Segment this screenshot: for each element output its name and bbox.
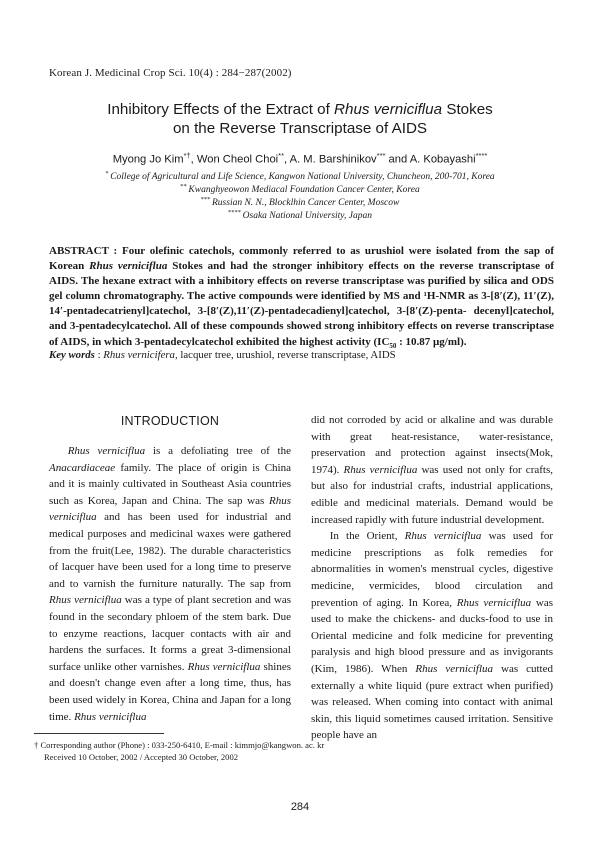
author-mark: *** xyxy=(376,151,386,160)
species-name: Rhus verniciflua xyxy=(67,445,146,457)
abstract-label: ABSTRACT : xyxy=(49,245,118,257)
footnote-divider xyxy=(34,733,164,734)
body-text: did not corroded by acid or alkaline and was durable with great heat-resistance, water-resistance, preservation and protection against insects(Mok, 1974). xyxy=(311,414,553,476)
body-text: was used to make the chickens- and ducks-food to use in Oriental medicine and folk medicine for preventing paralysis and high blood pressure and as invigorants (Kim, 1986). When xyxy=(311,596,553,675)
affiliation-mark: * xyxy=(105,170,111,177)
author-mark: **** xyxy=(475,151,488,160)
author-list xyxy=(40,151,560,166)
paragraph xyxy=(311,528,553,744)
footnote-dates: Received 10 October, 2002 / Accepted 30 October, 2002 xyxy=(44,752,239,762)
species-name: Rhus verniciflua xyxy=(343,463,418,476)
keyword-species: Rhus vernicifera xyxy=(103,349,175,361)
author-separator: and xyxy=(385,153,410,166)
author-mark: ** xyxy=(278,151,284,160)
affiliation-mark: *** xyxy=(200,196,212,203)
title-part: Inhibitory Effects of the Extract of xyxy=(107,101,335,118)
species-name: Rhus verniciflua xyxy=(49,594,122,607)
abstract-species: Rhus verniciflua xyxy=(89,260,168,273)
species-name: Rhus verniciflua xyxy=(404,530,482,543)
abstract-text: : 10.87 μg/ml). xyxy=(396,335,467,348)
author-name: Myong Jo Kim xyxy=(112,153,184,166)
footnote-corresponding: † Corresponding author (Phone) : 033-250-6410, E-mail : kimmjo@kangwon. ac. kr xyxy=(34,740,325,750)
body-text: was a type of plant secretion and was found in the secondary phloem of the stem bark. Due to enzyme reactions, lacquer contacts with air and hardens the surfaces. It forms a great 3-dimensional surface unlike other varnishes. xyxy=(49,594,291,673)
affiliation-mark: **** xyxy=(228,209,243,216)
affiliation-list xyxy=(40,167,560,222)
affiliation-text: Russian N. N., Blocklhin Cancer Center, Moscow xyxy=(212,198,400,209)
keywords xyxy=(49,349,554,361)
paper-title-line-2: on the Reverse Transcriptase of AIDS xyxy=(172,120,428,137)
affiliation-text: Kwanghyeowon Mediacal Foundation Cancer Center, Korea xyxy=(188,185,420,196)
affiliation-text: Osaka National University, Japan xyxy=(242,211,372,222)
affiliation-text: College of Agricultural and Life Science, Kangwon National University, Chuncheon, 200-701, Korea xyxy=(110,172,495,183)
title-species: Rhus verniciflua xyxy=(334,101,443,118)
body-text: was cutted externally a white liquid (pure extract when purified) was released. When coming into contact with animal skin, this liquid sometimes caused irritation. Sensitive people have an xyxy=(311,662,553,742)
species-name: Rhus verniciflua xyxy=(415,662,494,675)
affiliation-mark: ** xyxy=(180,183,189,190)
keywords-label: Key words xyxy=(49,349,95,361)
affiliation xyxy=(40,167,560,183)
paragraph xyxy=(49,443,291,725)
author-separator: , xyxy=(284,153,290,166)
paragraph xyxy=(311,412,553,528)
title-part: Stokes xyxy=(442,101,493,118)
abstract-subscript: 50 xyxy=(389,341,397,350)
affiliation xyxy=(40,193,560,209)
page-number: 284 xyxy=(290,801,310,813)
right-column xyxy=(311,412,553,744)
species-name: Rhus verniciflua xyxy=(49,494,291,524)
body-text: was used for medicine prescriptions as folk remedies for abnormalities in women's menstrual cycles, digestive medicine, vermicides, blood circulation and prevention of aging. In Korea, xyxy=(311,530,553,609)
body-text: is a defoliating tree of the xyxy=(145,445,291,457)
author-name: Won Cheol Choi xyxy=(196,153,279,166)
body-text: shines and doesn't change even after a long time, thus, has been used widely in Korea, China and Japan for a long time. xyxy=(49,660,292,723)
species-name: Anacardiaceae xyxy=(49,461,116,474)
footnote xyxy=(34,739,324,763)
species-name: Rhus verniciflua xyxy=(74,710,147,723)
body-text: and has been used for industrial and medical purposes and medicinal waxes were gathered from the fruit(Lee, 1982). The durable characteristics of lacquer have been used for a long time to preserve and to varnish the furniture naturally. The sap from xyxy=(49,511,291,590)
author-mark: *† xyxy=(183,151,191,160)
keywords-rest: , lacquer tree, urushiol, reverse transcriptase, AIDS xyxy=(174,349,396,361)
author-name: A. M. Barshinikov xyxy=(289,153,377,166)
body-text: In the Orient, xyxy=(329,530,405,543)
keywords-sep: : xyxy=(94,349,104,361)
species-name: Rhus verniciflua xyxy=(456,596,532,609)
affiliation xyxy=(40,206,560,222)
body-text: was used not only for crafts, but also for industrial crafts, industrial applications, edible and medicinal materials. Demand would be increased rapidly with future industrial development. xyxy=(311,463,553,526)
section-heading-introduction: INTRODUCTION xyxy=(120,414,220,428)
abstract xyxy=(49,244,554,354)
author-separator: , xyxy=(190,153,197,166)
abstract-text: Four olefinic catechols, commonly referred to as urushiol were isolated from the sap of Korean xyxy=(49,245,554,273)
author-name: A. Kobayashi xyxy=(409,153,476,166)
species-name: Rhus verniciflua xyxy=(187,660,261,673)
left-column xyxy=(49,443,291,725)
abstract-text: Stokes and had the stronger inhibitory effects on the reverse transcriptase of AIDS. The hexane extract with a inhibitory effects on reverse transcriptase was purified by silica and ODS gel column chromatography. The active compounds were identified by MS and ¹H-NMR as 3-[8′(Z), 11′(Z), 14′-pentadecatrienyl]catechol, 3-[8′(Z),11′(Z)-pentadecadienyl]catechol, 3-[8′(Z)-penta- decenyl]catechol, and 3-pentadecylcatechol. All of these compounds showed strong inhibitory effects on reverse transcriptase of AIDS, in which 3-pentadecylcatechol exhibited the highest activity (IC xyxy=(49,260,554,348)
body-text: family. The place of origin is China and it is mainly cultivated in Southeast Asia countries such as Korea, Japan and China. The sap was xyxy=(49,461,291,507)
journal-reference: Korean J. Medicinal Crop Sci. 10(4) : 284−287(2002) xyxy=(49,67,292,79)
paper-title-line-1 xyxy=(50,100,550,119)
